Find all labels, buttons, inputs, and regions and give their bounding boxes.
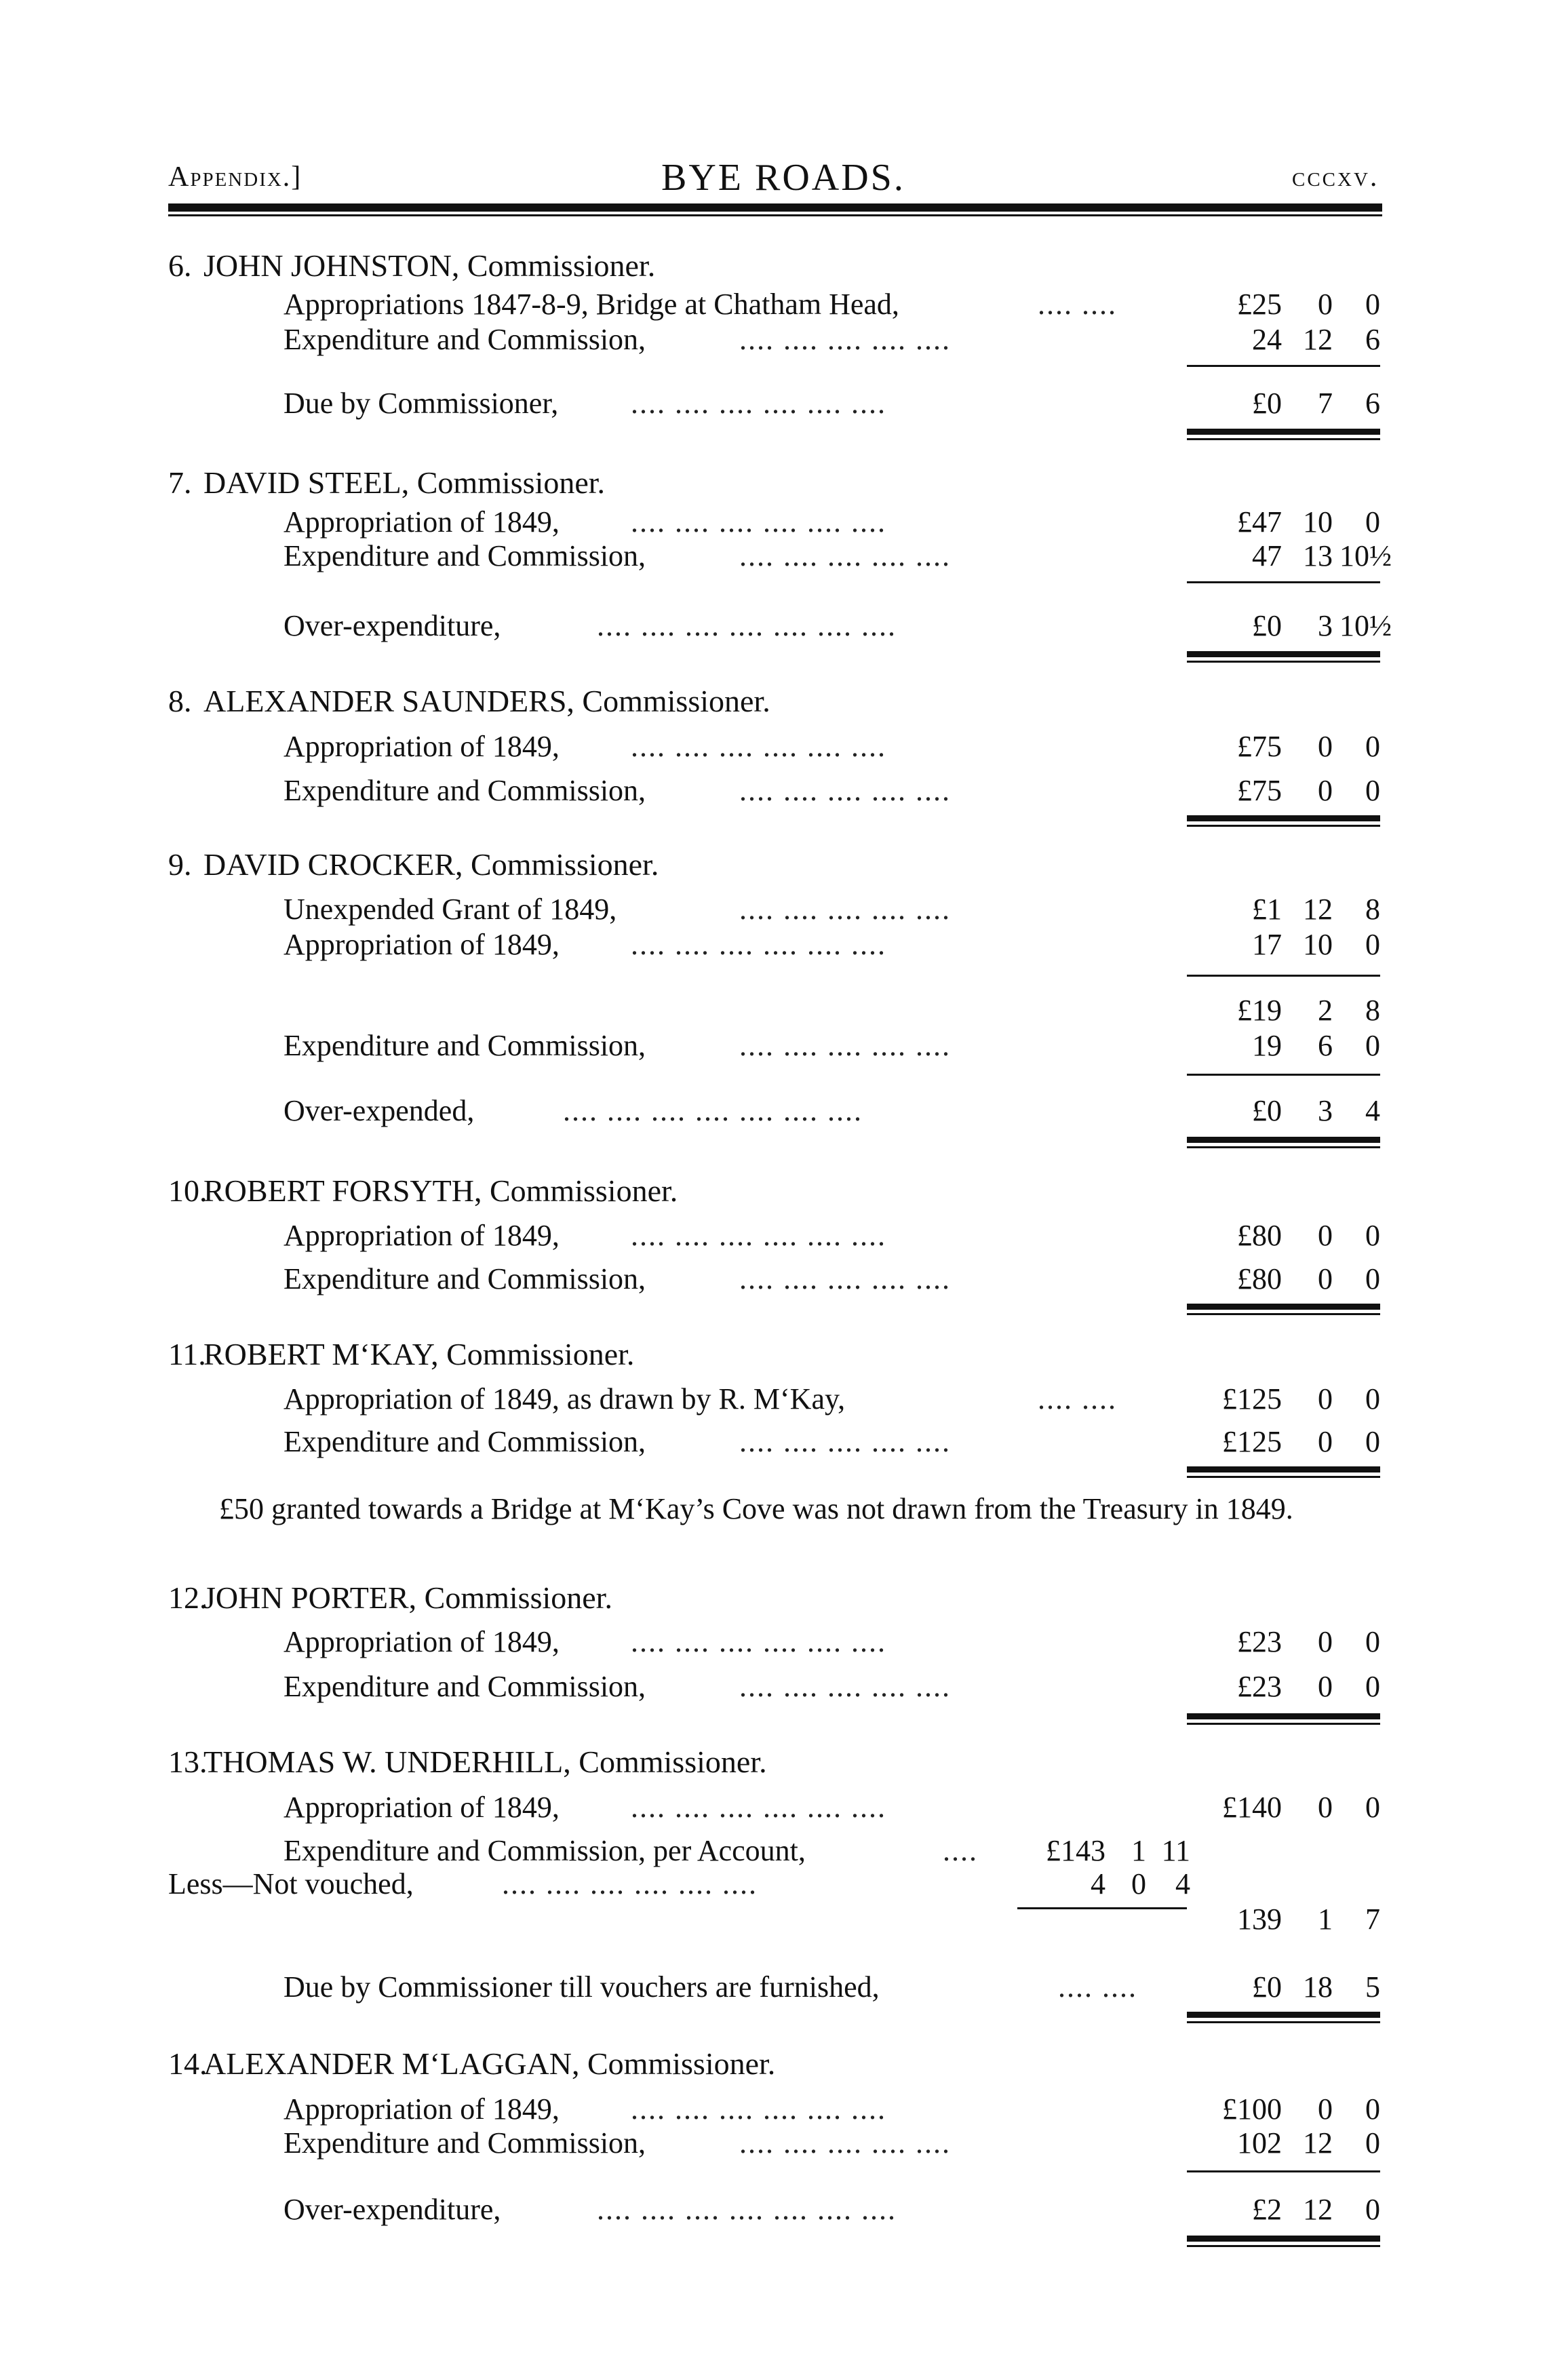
total-rule bbox=[1187, 1713, 1380, 1719]
total-rule bbox=[1187, 2236, 1380, 2242]
table-row bbox=[0, 1259, 1566, 1300]
row-label: Appropriation of 1849, bbox=[283, 730, 560, 763]
shillings: 0 bbox=[1318, 1791, 1333, 1824]
pence: 4 bbox=[1175, 1867, 1190, 1900]
pence: 8 bbox=[1365, 893, 1380, 926]
pounds: £25 bbox=[1237, 288, 1282, 321]
table-row bbox=[0, 2189, 1566, 2230]
pence: 0 bbox=[1365, 1425, 1380, 1458]
commissioner-name: ALEXANDER SAUNDERS, Commissioner. bbox=[203, 684, 770, 718]
sum-rule bbox=[1187, 365, 1380, 367]
row-label: Expenditure and Commission, bbox=[283, 774, 646, 807]
entry-heading bbox=[0, 681, 1566, 722]
entry-number: 7. bbox=[168, 465, 192, 500]
pence: 0 bbox=[1365, 1791, 1380, 1824]
pence: 10½ bbox=[1339, 539, 1392, 572]
commissioner-name: ROBERT M‘KAY, Commissioner. bbox=[203, 1337, 635, 1371]
leader-dots: .... .... bbox=[1038, 1382, 1117, 1416]
table-row bbox=[0, 1422, 1566, 1462]
entry-heading bbox=[0, 1334, 1566, 1375]
commissioner-name: JOHN PORTER, Commissioner. bbox=[203, 1580, 612, 1615]
leader-dots: .... .... .... .... .... .... bbox=[631, 928, 886, 961]
page-title: BYE ROADS. bbox=[661, 157, 905, 199]
entry-number: 6. bbox=[168, 248, 192, 283]
pence: 0 bbox=[1365, 2193, 1380, 2226]
commissioner-name: THOMAS W. UNDERHILL, Commissioner. bbox=[203, 1744, 767, 1779]
sum-rule bbox=[1187, 581, 1380, 583]
pounds: £140 bbox=[1222, 1791, 1282, 1824]
table-row bbox=[0, 383, 1566, 424]
pence: 7 bbox=[1365, 1903, 1380, 1936]
pounds: 139 bbox=[1237, 1903, 1282, 1936]
row-label: Less—Not vouched, bbox=[168, 1867, 414, 1900]
pounds: £80 bbox=[1237, 1262, 1282, 1295]
table-row bbox=[0, 319, 1566, 360]
pence: 6 bbox=[1365, 387, 1380, 420]
total-rule bbox=[1187, 2012, 1380, 2018]
sum-rule bbox=[1187, 975, 1380, 977]
entry-heading bbox=[0, 1742, 1566, 1782]
leader-dots: .... .... bbox=[1038, 288, 1117, 321]
table-row bbox=[0, 284, 1566, 325]
pounds: £75 bbox=[1237, 730, 1282, 763]
row-label: Appropriation of 1849, bbox=[283, 1791, 560, 1824]
row-label: Over-expended, bbox=[283, 1094, 475, 1127]
pence: 0 bbox=[1365, 1219, 1380, 1252]
entry-heading bbox=[0, 1578, 1566, 1618]
row-label: Expenditure and Commission, bbox=[283, 323, 646, 356]
pence: 0 bbox=[1365, 1625, 1380, 1658]
row-label: Expenditure and Commission, bbox=[283, 2126, 646, 2160]
total-rule bbox=[1187, 2245, 1380, 2247]
header-rule-thin bbox=[168, 214, 1382, 216]
total-rule bbox=[1187, 1466, 1380, 1472]
leader-dots: .... .... .... .... .... .... bbox=[631, 505, 886, 539]
pounds: £125 bbox=[1222, 1425, 1282, 1458]
table-row bbox=[0, 606, 1566, 646]
shillings: 0 bbox=[1318, 1625, 1333, 1658]
row-label: Expenditure and Commission, bbox=[283, 1029, 646, 1062]
pence: 5 bbox=[1365, 1970, 1380, 2004]
table-row bbox=[0, 726, 1566, 767]
pounds: £23 bbox=[1237, 1670, 1282, 1703]
entry-heading bbox=[0, 2044, 1566, 2084]
pounds: 47 bbox=[1252, 539, 1282, 572]
pounds: £23 bbox=[1237, 1625, 1282, 1658]
total-rule bbox=[1187, 825, 1380, 827]
pounds: £80 bbox=[1237, 1219, 1282, 1252]
shillings: 2 bbox=[1318, 994, 1333, 1027]
pounds: 19 bbox=[1252, 1029, 1282, 1062]
pounds: 4 bbox=[1091, 1867, 1105, 1900]
row-label: Appropriation of 1849, bbox=[283, 1219, 560, 1252]
leader-dots: .... .... .... .... .... bbox=[739, 1029, 951, 1062]
row-label: Over-expenditure, bbox=[283, 2193, 501, 2226]
leader-dots: .... .... .... .... .... .... bbox=[631, 1219, 886, 1252]
table-row bbox=[0, 1215, 1566, 1256]
shillings: 12 bbox=[1303, 2126, 1333, 2160]
leader-dots: .... .... .... .... .... .... .... bbox=[563, 1094, 863, 1127]
shillings: 12 bbox=[1303, 2193, 1333, 2226]
shillings: 1 bbox=[1131, 1834, 1146, 1867]
leader-dots: .... .... .... .... .... bbox=[739, 2126, 951, 2160]
pence: 0 bbox=[1365, 2092, 1380, 2126]
entry-number: 12. bbox=[168, 1580, 208, 1615]
row-label: Appropriations 1847-8-9, Bridge at Chatham Head, bbox=[283, 288, 899, 321]
shillings: 12 bbox=[1303, 323, 1333, 356]
row-label: Unexpended Grant of 1849, bbox=[283, 893, 617, 926]
table-row bbox=[0, 1864, 1566, 1905]
shillings: 3 bbox=[1318, 609, 1333, 642]
total-rule bbox=[1187, 2021, 1380, 2023]
shillings: 0 bbox=[1318, 2092, 1333, 2126]
shillings: 0 bbox=[1318, 774, 1333, 807]
total-rule bbox=[1187, 1146, 1380, 1148]
pounds: £2 bbox=[1252, 2193, 1282, 2226]
pence: 0 bbox=[1365, 730, 1380, 763]
pounds: £100 bbox=[1222, 2092, 1282, 2126]
commissioner-name: DAVID STEEL, Commissioner. bbox=[203, 465, 606, 500]
shillings: 0 bbox=[1318, 288, 1333, 321]
shillings: 0 bbox=[1131, 1867, 1146, 1900]
leader-dots: .... .... .... .... .... bbox=[739, 1262, 951, 1295]
leader-dots: .... bbox=[943, 1834, 978, 1867]
leader-dots: .... .... .... .... .... .... bbox=[502, 1867, 758, 1900]
entry-number: 10. bbox=[168, 1173, 208, 1208]
pounds: £0 bbox=[1252, 1970, 1282, 2004]
row-label: Due by Commissioner till vouchers are furnished, bbox=[283, 1970, 880, 2004]
leader-dots: .... .... .... .... .... .... bbox=[631, 1791, 886, 1824]
pence: 0 bbox=[1365, 2126, 1380, 2160]
pence: 8 bbox=[1365, 994, 1380, 1027]
table-row bbox=[0, 1026, 1566, 1066]
pounds: £0 bbox=[1252, 387, 1282, 420]
pence: 0 bbox=[1365, 774, 1380, 807]
shillings: 7 bbox=[1318, 387, 1333, 420]
total-rule bbox=[1187, 1313, 1380, 1315]
pounds: 24 bbox=[1252, 323, 1282, 356]
pence: 10½ bbox=[1339, 609, 1392, 642]
commissioner-name: DAVID CROCKER, Commissioner. bbox=[203, 847, 659, 882]
pence: 4 bbox=[1365, 1094, 1380, 1127]
row-label: Due by Commissioner, bbox=[283, 387, 559, 420]
shillings: 0 bbox=[1318, 1262, 1333, 1295]
leader-dots: .... .... .... .... .... .... bbox=[631, 730, 886, 763]
sum-rule bbox=[1187, 1074, 1380, 1076]
shillings: 6 bbox=[1318, 1029, 1333, 1062]
shillings: 1 bbox=[1318, 1903, 1333, 1936]
pence: 0 bbox=[1365, 1670, 1380, 1703]
total-rule bbox=[1187, 815, 1380, 821]
row-label: Expenditure and Commission, bbox=[283, 1670, 646, 1703]
total-rule bbox=[1187, 651, 1380, 657]
pence: 0 bbox=[1365, 505, 1380, 539]
entry-number: 13. bbox=[168, 1744, 208, 1779]
total-rule bbox=[1187, 1723, 1380, 1725]
pounds: £47 bbox=[1237, 505, 1282, 539]
row-label: Over-expenditure, bbox=[283, 609, 501, 642]
entry-number: 9. bbox=[168, 847, 192, 882]
table-row bbox=[0, 536, 1566, 577]
table-row bbox=[0, 924, 1566, 965]
row-label: Appropriation of 1849, bbox=[283, 1625, 560, 1658]
leader-dots: .... .... .... .... .... .... bbox=[631, 2092, 886, 2126]
total-rule bbox=[1187, 661, 1380, 663]
entry-number: 8. bbox=[168, 684, 192, 718]
pence: 6 bbox=[1365, 323, 1380, 356]
row-label: Expenditure and Commission, bbox=[283, 539, 646, 572]
pounds: £125 bbox=[1222, 1382, 1282, 1416]
pounds: £0 bbox=[1252, 1094, 1282, 1127]
commissioner-name: JOHN JOHNSTON, Commissioner. bbox=[203, 248, 656, 283]
row-label: Appropriation of 1849, bbox=[283, 2092, 560, 2126]
entry-heading bbox=[0, 1171, 1566, 1211]
total-rule bbox=[1187, 1137, 1380, 1143]
pounds: £143 bbox=[1046, 1834, 1105, 1867]
leader-dots: .... .... .... .... .... bbox=[739, 539, 951, 572]
entry-number: 11. bbox=[168, 1337, 206, 1371]
table-row bbox=[0, 1967, 1566, 2008]
pence: 0 bbox=[1365, 288, 1380, 321]
shillings: 18 bbox=[1303, 1970, 1333, 2004]
shillings: 0 bbox=[1318, 1670, 1333, 1703]
leader-dots: .... .... .... .... .... .... .... bbox=[597, 2193, 897, 2226]
table-row bbox=[0, 1622, 1566, 1662]
leader-dots: .... .... .... .... .... .... .... bbox=[597, 609, 897, 642]
leader-dots: .... .... .... .... .... bbox=[739, 893, 951, 926]
row-label: Expenditure and Commission, bbox=[283, 1425, 646, 1458]
pounds: 102 bbox=[1237, 2126, 1282, 2160]
pence: 0 bbox=[1365, 1262, 1380, 1295]
leader-dots: .... .... .... .... .... .... bbox=[631, 1625, 886, 1658]
entry-number: 14. bbox=[168, 2046, 208, 2081]
leader-dots: .... .... .... .... .... bbox=[739, 1670, 951, 1703]
leader-dots: .... .... .... .... .... bbox=[739, 1425, 951, 1458]
table-row bbox=[0, 990, 1566, 1031]
table-row bbox=[0, 1899, 1566, 1940]
appendix-label: Appendix.] bbox=[168, 161, 302, 193]
leader-dots: .... .... .... .... .... bbox=[739, 774, 951, 807]
pence: 0 bbox=[1365, 1382, 1380, 1416]
shillings: 0 bbox=[1318, 1382, 1333, 1416]
row-label: Appropriation of 1849, bbox=[283, 928, 560, 961]
shillings: 10 bbox=[1303, 928, 1333, 961]
table-row bbox=[0, 770, 1566, 811]
row-label: Appropriation of 1849, as drawn by R. M‘Kay, bbox=[283, 1382, 846, 1416]
shillings: 0 bbox=[1318, 1425, 1333, 1458]
row-label: Appropriation of 1849, bbox=[283, 505, 560, 539]
total-rule bbox=[1187, 438, 1380, 440]
header-rule-thick bbox=[168, 203, 1382, 212]
leader-dots: .... .... .... .... .... .... bbox=[631, 387, 886, 420]
shillings: 0 bbox=[1318, 730, 1333, 763]
pounds: £19 bbox=[1237, 994, 1282, 1027]
table-row bbox=[0, 1787, 1566, 1828]
shillings: 10 bbox=[1303, 505, 1333, 539]
pounds: £0 bbox=[1252, 609, 1282, 642]
commissioner-name: ROBERT FORSYTH, Commissioner. bbox=[203, 1173, 678, 1208]
sum-rule bbox=[1187, 2170, 1380, 2172]
page-number: cccxv. bbox=[1292, 161, 1379, 193]
pence: 11 bbox=[1161, 1834, 1190, 1867]
entry-heading bbox=[0, 463, 1566, 503]
table-row bbox=[0, 1091, 1566, 1131]
shillings: 3 bbox=[1318, 1094, 1333, 1127]
pence: 0 bbox=[1365, 1029, 1380, 1062]
note-paragraph: £50 granted towards a Bridge at M‘Kay’s Cove was not drawn from the Treasury in 1849. bbox=[219, 1492, 1293, 1525]
leader-dots: .... .... bbox=[1058, 1970, 1137, 2004]
total-rule bbox=[1187, 1304, 1380, 1310]
pounds: £75 bbox=[1237, 774, 1282, 807]
pence: 0 bbox=[1365, 928, 1380, 961]
table-row bbox=[0, 2123, 1566, 2164]
entry-heading bbox=[0, 246, 1566, 286]
pounds: £1 bbox=[1252, 893, 1282, 926]
pounds: 17 bbox=[1252, 928, 1282, 961]
commissioner-name: ALEXANDER M‘LAGGAN, Commissioner. bbox=[203, 2046, 776, 2081]
total-rule bbox=[1187, 429, 1380, 435]
shillings: 0 bbox=[1318, 1219, 1333, 1252]
leader-dots: .... .... .... .... .... bbox=[739, 323, 951, 356]
row-label: Expenditure and Commission, bbox=[283, 1262, 646, 1295]
shillings: 13 bbox=[1303, 539, 1333, 572]
shillings: 12 bbox=[1303, 893, 1333, 926]
row-label: Expenditure and Commission, per Account, bbox=[283, 1834, 806, 1867]
entry-heading bbox=[0, 844, 1566, 885]
table-row bbox=[0, 889, 1566, 930]
table-row bbox=[0, 1666, 1566, 1707]
total-rule bbox=[1187, 1476, 1380, 1478]
table-row bbox=[0, 1379, 1566, 1420]
